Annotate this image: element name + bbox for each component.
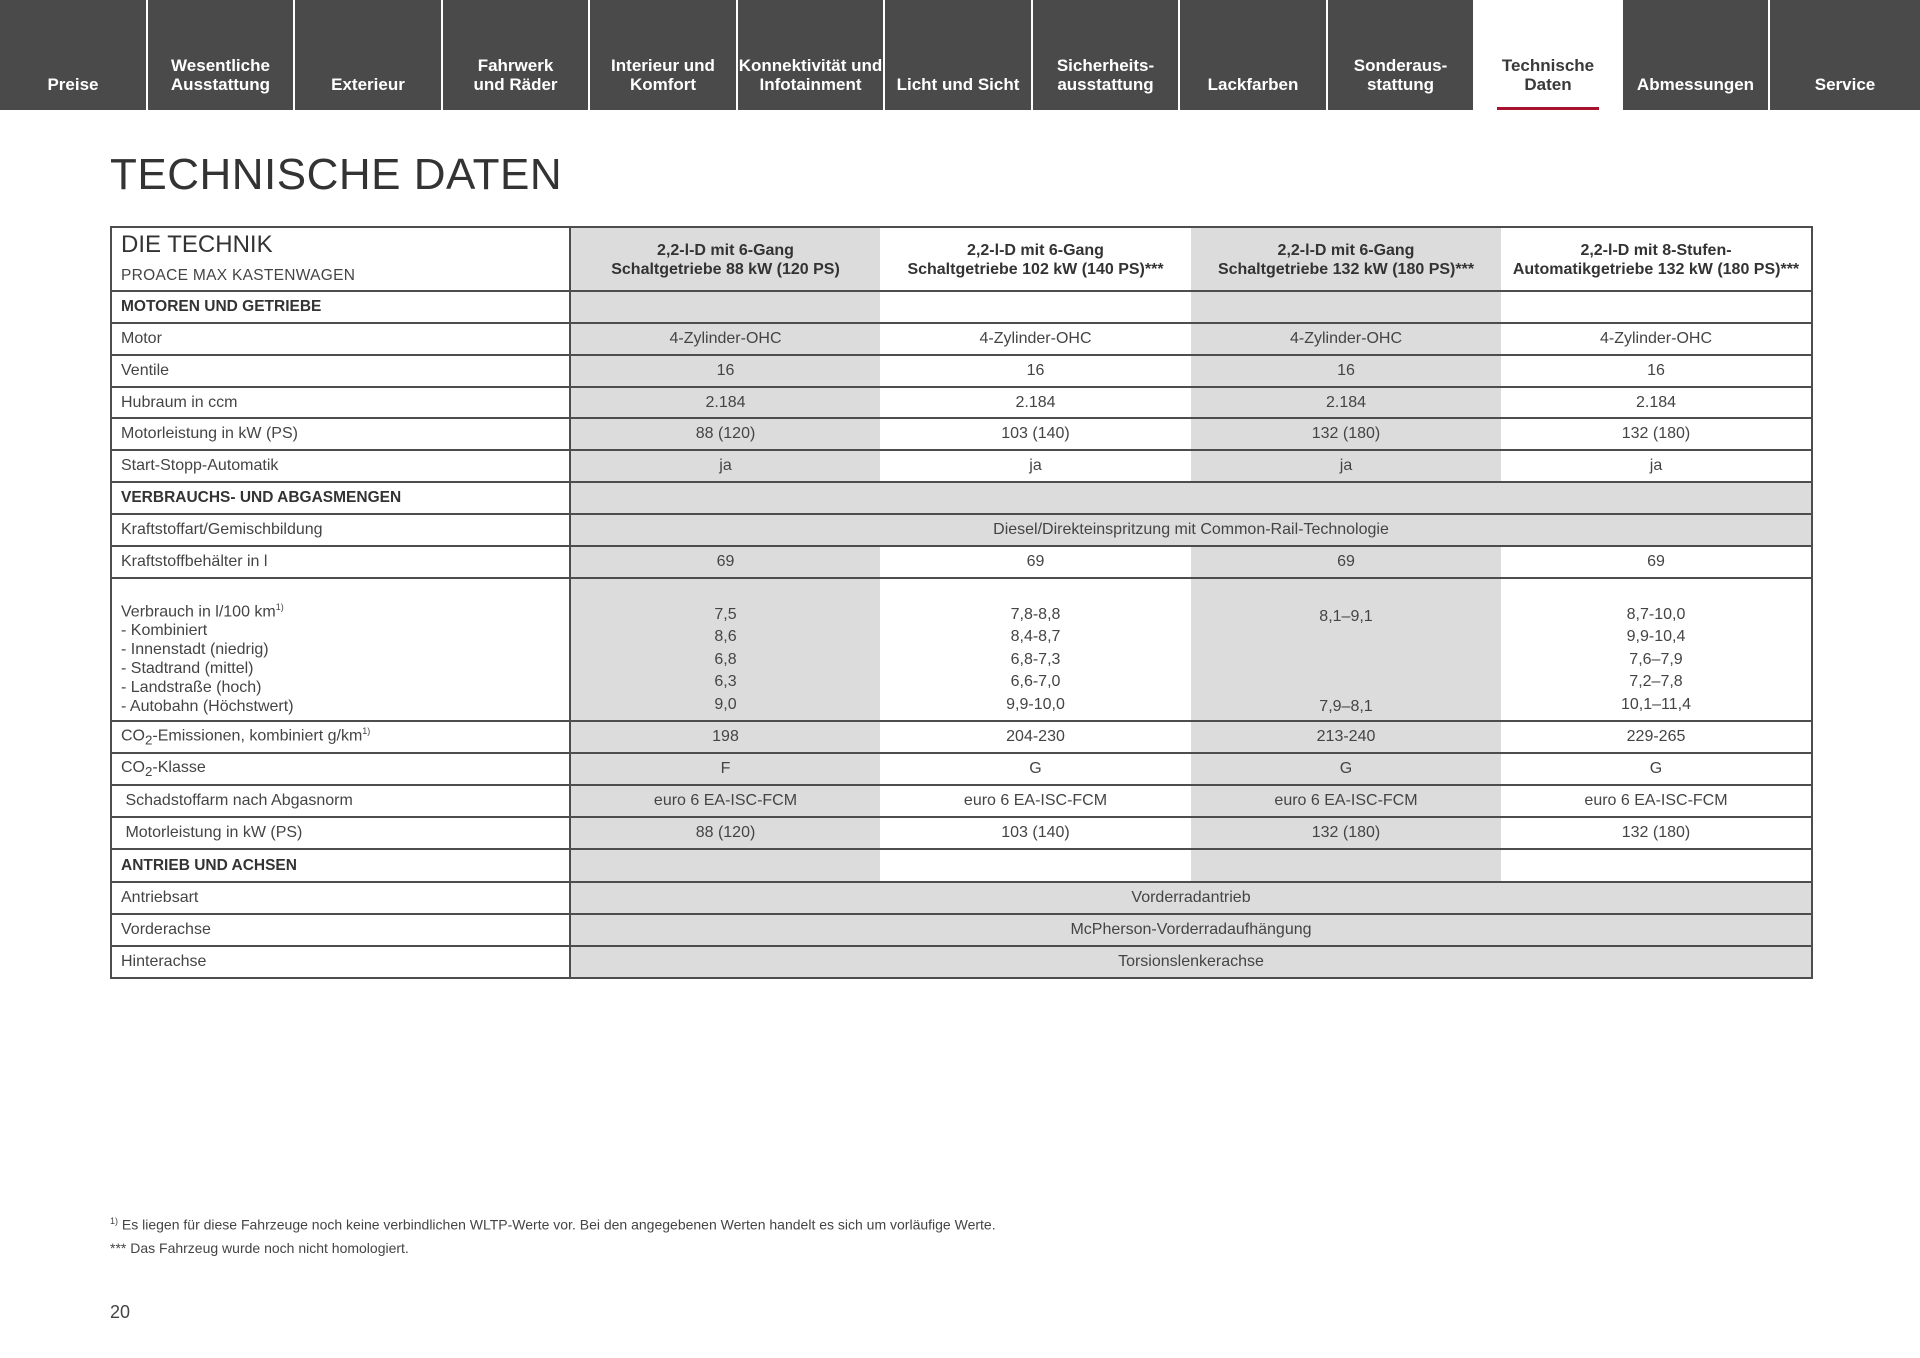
tab-technische-daten[interactable] [1475, 0, 1621, 110]
table-cell: 132 (180) [1191, 817, 1501, 849]
empty-cell [1191, 849, 1501, 882]
tab-label: Konnektivität und Infotainment [738, 56, 883, 94]
table-cell: 132 (180) [1501, 817, 1812, 849]
table-row [111, 514, 1812, 546]
specifications-table [110, 226, 1813, 979]
table-row [111, 387, 1812, 418]
table-cell: euro 6 EA-ISC-FCM [1191, 785, 1501, 817]
row-label: Motorleistung in kW (PS) [111, 418, 570, 450]
row-label: Motorleistung in kW (PS) [111, 817, 570, 849]
table-cell: Vorderradantrieb [570, 882, 1812, 914]
section-heading: VERBRAUCHS- UND ABGASMENGEN [111, 482, 570, 514]
column-header: 2,2-l-D mit 6-Gang Schaltgetriebe 132 kW (180 PS)*** [1191, 227, 1501, 291]
tab-licht-und-sicht[interactable] [885, 0, 1031, 110]
row-label-post: -Klasse [152, 758, 206, 776]
tab-wesentliche-ausstattung[interactable] [148, 0, 293, 110]
table-cell: 4-Zylinder-OHC [1501, 323, 1812, 355]
table-cell: Torsionslenkerachse [570, 946, 1812, 978]
table-cell: 2.184 [880, 387, 1191, 418]
tab-service[interactable] [1770, 0, 1920, 110]
table-cell: 69 [880, 546, 1191, 578]
empty-cell [880, 849, 1191, 882]
row-label: Schadstoffarm nach Abgasnorm [111, 785, 570, 817]
table-row [111, 721, 1812, 753]
table-row [111, 578, 1812, 721]
row-label: Start-Stopp-Automatik [111, 450, 570, 482]
table-subtitle: PROACE MAX KASTENWAGEN [121, 267, 356, 284]
table-row [111, 753, 1812, 785]
empty-cell [1501, 291, 1812, 323]
tab-label: Wesentliche Ausstattung [170, 56, 271, 94]
tab-label: Sonderaus- stattung [1353, 56, 1448, 94]
table-cell: 7,5 8,6 6,8 6,3 9,0 [570, 578, 880, 721]
table-cell: 7,8-8,8 8,4-8,7 6,8-7,3 6,6-7,0 9,9-10,0 [880, 578, 1191, 721]
tab-label: Licht und Sicht [896, 75, 1020, 94]
empty-cell [570, 849, 880, 882]
table-cell: ja [880, 450, 1191, 482]
table-header-row [111, 227, 1812, 291]
table-cell: 2.184 [1191, 387, 1501, 418]
table-cell: 8,7-10,0 9,9-10,4 7,6–7,9 7,2–7,8 10,1–11,4 [1501, 578, 1812, 721]
table-cell: 88 (120) [570, 418, 880, 450]
row-label: Antriebsart [111, 882, 570, 914]
row-label: Hinterachse [111, 946, 570, 978]
table-cell: 69 [570, 546, 880, 578]
empty-cell [570, 482, 1812, 514]
table-cell: 4-Zylinder-OHC [880, 323, 1191, 355]
table-cell: 2.184 [1501, 387, 1812, 418]
row-label: Motor [111, 323, 570, 355]
table-row [111, 355, 1812, 387]
tab-sicherheitsausstattung[interactable] [1033, 0, 1178, 110]
table-row [111, 882, 1812, 914]
section-row [111, 849, 1812, 882]
table-cell: 16 [570, 355, 880, 387]
tab-lackfarben[interactable] [1180, 0, 1326, 110]
table-cell: 198 [570, 721, 880, 753]
row-label-pre: CO [121, 758, 145, 776]
table-cell: ja [1501, 450, 1812, 482]
table-row [111, 946, 1812, 978]
table-cell: 132 (180) [1501, 418, 1812, 450]
row-label [111, 721, 570, 753]
tab-label: Exterieur [331, 75, 405, 94]
tab-label: Service [1814, 75, 1876, 94]
empty-cell [880, 291, 1191, 323]
table-cell: 4-Zylinder-OHC [1191, 323, 1501, 355]
tab-label: Technische Daten [1501, 56, 1595, 94]
section-heading: MOTOREN UND GETRIEBE [111, 291, 570, 323]
table-cell: G [1501, 753, 1812, 785]
section-row [111, 291, 1812, 323]
section-row [111, 482, 1812, 514]
empty-cell [570, 291, 880, 323]
row-label-pre: CO [121, 727, 145, 745]
tab-label: Interieur und Komfort [611, 56, 715, 94]
column-header: 2,2-l-D mit 8-Stufen- Automatikgetriebe 132 kW (180 PS)*** [1501, 227, 1812, 291]
section-heading: ANTRIEB UND ACHSEN [111, 849, 570, 882]
tab-fahrwerk-und-raeder[interactable] [443, 0, 588, 110]
table-row [111, 914, 1812, 946]
tab-label: Preise [47, 75, 99, 94]
table-cell: euro 6 EA-ISC-FCM [880, 785, 1191, 817]
table-title: DIE TECHNIK [121, 231, 273, 258]
tab-konnektivitaet-und-infotainment[interactable] [738, 0, 883, 110]
table-cell: 132 (180) [1191, 418, 1501, 450]
tab-exterieur[interactable] [295, 0, 441, 110]
table-cell: ja [1191, 450, 1501, 482]
footnote-2: *** Das Fahrzeug wurde noch nicht homologiert. [110, 1239, 409, 1256]
table-cell: 103 (140) [880, 418, 1191, 450]
table-cell: 16 [1191, 355, 1501, 387]
footnotes [110, 1210, 996, 1260]
tab-preise[interactable] [0, 0, 146, 110]
tab-label: Lackfarben [1207, 75, 1299, 94]
cell-value-top: 8,1–9,1 [1319, 608, 1373, 625]
table-cell [1191, 578, 1501, 721]
table-cell: 16 [1501, 355, 1812, 387]
row-label: Vorderachse [111, 914, 570, 946]
tab-label: Sicherheits- ausstattung [1056, 56, 1155, 94]
page-number: 20 [110, 1302, 131, 1322]
table-cell: ja [570, 450, 880, 482]
footnote-1 [110, 1210, 996, 1237]
row-label-post: -Emissionen, kombiniert g/km [152, 727, 363, 745]
row-label: Hubraum in ccm [111, 387, 570, 418]
row-label-sub: 2 [145, 764, 153, 780]
table-row [111, 418, 1812, 450]
tab-label: Fahrwerk und Räder [473, 56, 558, 94]
table-row [111, 546, 1812, 578]
table-cell: 16 [880, 355, 1191, 387]
tab-interieur-und-komfort[interactable] [590, 0, 736, 110]
page-title: TECHNISCHE DATEN [110, 150, 563, 199]
table-cell: euro 6 EA-ISC-FCM [570, 785, 880, 817]
table-cell: 103 (140) [880, 817, 1191, 849]
footnote-marker: 1) [110, 1216, 119, 1226]
table-cell: 88 (120) [570, 817, 880, 849]
table-row [111, 817, 1812, 849]
table-cell: 229-265 [1501, 721, 1812, 753]
footnote-marker: 1) [275, 601, 284, 612]
table-row [111, 450, 1812, 482]
table-cell: 2.184 [570, 387, 880, 418]
table-cell: G [880, 753, 1191, 785]
table-corner-cell [111, 227, 570, 291]
table-cell: 69 [1501, 546, 1812, 578]
column-header: 2,2-l-D mit 6-Gang Schaltgetriebe 88 kW (120 PS) [570, 227, 880, 291]
footnote-marker: 1) [362, 726, 371, 737]
row-label-text [121, 598, 569, 621]
table-cell: 213-240 [1191, 721, 1501, 753]
empty-cell [1501, 849, 1812, 882]
row-label: Kraftstoffbehälter in l [111, 546, 570, 578]
table-row [111, 785, 1812, 817]
row-label: Kraftstoffart/Gemischbildung [111, 514, 570, 546]
footnote-text: Es liegen für diese Fahrzeuge noch keine verbindlichen WLTP-Werte vor. Bei den angegebenen Werten handelt es sich um vorläufige Werte. [118, 1216, 996, 1233]
table-cell: F [570, 753, 880, 785]
tab-label: Abmessungen [1636, 75, 1755, 94]
tab-abmessungen[interactable] [1623, 0, 1768, 110]
table-cell: Diesel/Direkteinspritzung mit Common-Rail-Technologie [570, 514, 1812, 546]
table-cell: G [1191, 753, 1501, 785]
cell-value-bottom: 7,9–8,1 [1319, 698, 1373, 715]
row-label [111, 578, 570, 721]
table-cell: 69 [1191, 546, 1501, 578]
cell-stack [1191, 608, 1501, 716]
row-label-sub: 2 [145, 732, 153, 748]
table-cell: euro 6 EA-ISC-FCM [1501, 785, 1812, 817]
empty-cell [1191, 291, 1501, 323]
column-header: 2,2-l-D mit 6-Gang Schaltgetriebe 102 kW (140 PS)*** [880, 227, 1191, 291]
row-label [111, 753, 570, 785]
table-cell: McPherson-Vorderradaufhängung [570, 914, 1812, 946]
row-label-main: Verbrauch in l/100 km [121, 603, 276, 620]
top-navigation [0, 0, 1920, 110]
table-cell: 204-230 [880, 721, 1191, 753]
tab-sonderausstattung[interactable] [1328, 0, 1473, 110]
table-row [111, 323, 1812, 355]
row-label: Ventile [111, 355, 570, 387]
row-label-sublines: - Kombiniert - Innenstadt (niedrig) - Stadtrand (mittel) - Landstraße (hoch) - Autobahn (Höchstwert) [121, 622, 294, 715]
table-cell: 4-Zylinder-OHC [570, 323, 880, 355]
